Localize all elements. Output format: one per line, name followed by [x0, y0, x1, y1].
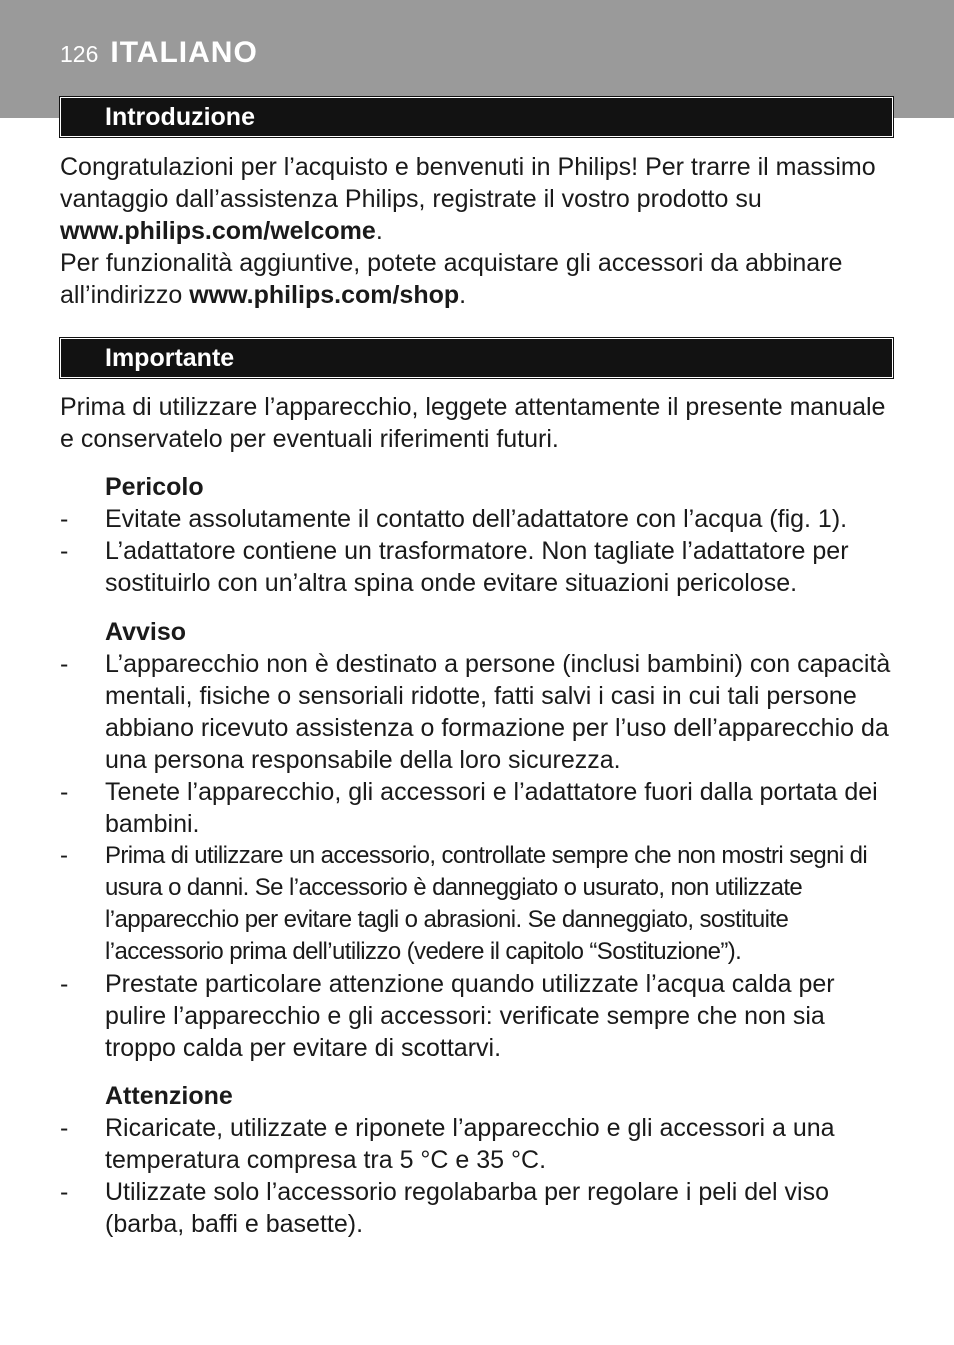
welcome-link[interactable]: www.philips.com/welcome	[60, 217, 376, 245]
list-item-text: Ricaricate, utilizzate e riponete l’apparecchio e gli accessori a una temperatura compresa tra 5 °C e 35 °C.	[105, 1114, 835, 1174]
list-item-text: Evitate assolutamente il contatto dell’adattatore con l’acqua (fig. 1).	[105, 505, 848, 533]
list-item	[60, 840, 900, 968]
language-title: ITALIANO	[110, 36, 258, 69]
important-intro: Prima di utilizzare l’apparecchio, leggete attentamente il presente manuale e conservatelo per eventuali riferimenti futuri.	[60, 393, 886, 453]
intro-text-1: Congratulazioni per l’acquisto e benvenuti in Philips! Per trarre il massimo vantaggio dall’assistenza Philips, registrate il vostro prodotto su	[60, 153, 876, 213]
list-item	[60, 1176, 900, 1240]
intro-paragraph-1	[60, 151, 900, 311]
page-number: 126	[60, 41, 99, 67]
shop-link[interactable]: www.philips.com/shop	[189, 281, 460, 309]
list-item-text: Prestate particolare attenzione quando utilizzate l’acqua calda per pulire l’apparecchio e gli accessori: verificate sempre che non sia troppo calda per evitare di scottarvi.	[105, 970, 835, 1062]
warning-heading: Avviso	[105, 618, 187, 646]
intro-text-2-end: .	[459, 281, 467, 309]
list-item-text: L’apparecchio non è destinato a persone (inclusi bambini) con capacità mentali, fisiche o sensoriali ridotte, fatti salvi i casi in cui tali persone abbiano ricevuto assistenza o formazione per l’uso dell’apparecchio da una persona responsabile della loro sicurezza.	[105, 650, 891, 774]
section-heading-introduzione	[60, 97, 893, 137]
caution-list	[60, 1112, 900, 1240]
list-item	[60, 1112, 900, 1176]
bullet-dash: -	[60, 778, 69, 806]
warning-list	[60, 648, 900, 1064]
list-item	[60, 648, 900, 776]
caution-heading: Attenzione	[105, 1082, 233, 1110]
list-item	[60, 503, 900, 535]
intro-text-2: Per funzionalità aggiuntive, potete acquistare gli accessori da abbinare all’indirizzo	[60, 249, 843, 309]
bullet-dash: -	[60, 505, 69, 533]
bullet-dash: -	[60, 1178, 69, 1206]
intro-text-1-end: .	[375, 217, 383, 245]
list-item	[60, 968, 900, 1064]
section-title: Introduzione	[105, 103, 255, 131]
list-item-text: L’adattatore contiene un trasformatore. Non tagliate l’adattatore per sostituirlo con un’altra spina onde evitare situazioni pericolose.	[105, 537, 849, 597]
section-title: Importante	[105, 344, 235, 372]
list-item	[60, 776, 900, 840]
bullet-dash: -	[60, 1114, 69, 1142]
danger-list	[60, 503, 900, 599]
danger-heading: Pericolo	[105, 473, 204, 501]
bullet-dash: -	[60, 970, 69, 998]
section-heading-importante	[60, 338, 893, 378]
bullet-dash: -	[60, 537, 69, 565]
list-item-text: Prima di utilizzare un accessorio, controllate sempre che non mostri segni di usura o danni. Se l’accessorio è danneggiato o usurato, non utilizzate l’apparecchio per evitare tagli o abrasioni. Se danneggiato, sostituite l’accessorio prima dell’utilizzo (vedere il capitolo “Sostituzione”).	[105, 842, 868, 965]
list-item	[60, 535, 900, 599]
bullet-dash: -	[60, 842, 68, 869]
page-header	[60, 36, 258, 72]
list-item-text: Utilizzate solo l’accessorio regolabarba per regolare i peli del viso (barba, baffi e basette).	[105, 1178, 829, 1238]
list-item-text: Tenete l’apparecchio, gli accessori e l’adattatore fuori dalla portata dei bambini.	[105, 778, 878, 838]
bullet-dash: -	[60, 650, 69, 678]
